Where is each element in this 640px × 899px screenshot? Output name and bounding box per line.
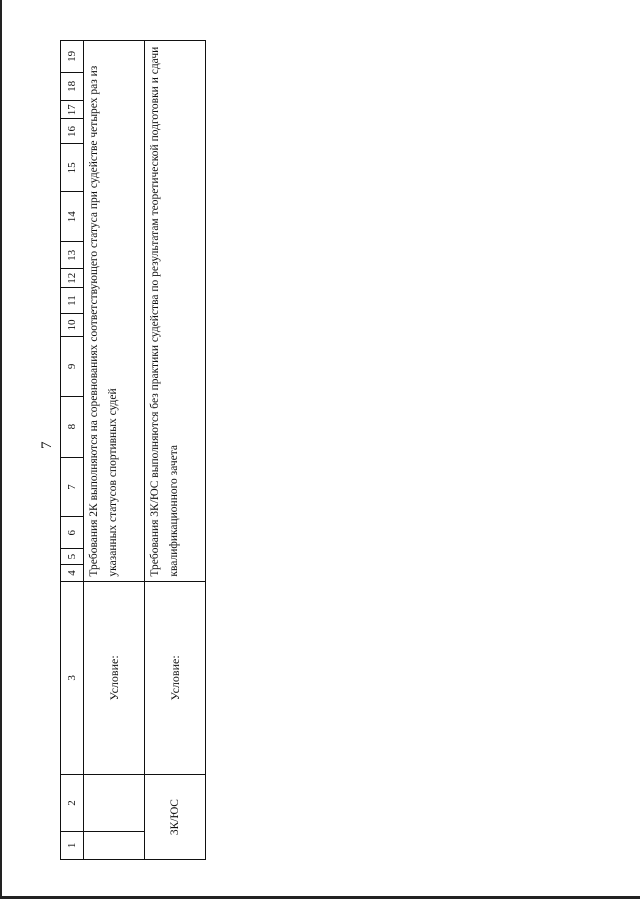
header-cell: 12 bbox=[61, 269, 84, 287]
header-cell: 18 bbox=[61, 72, 84, 100]
condition-label: Условие: bbox=[84, 581, 145, 775]
header-cell: 6 bbox=[61, 517, 84, 549]
scan-edge-left bbox=[0, 0, 2, 899]
header-cell: 1 bbox=[61, 831, 84, 859]
table-row bbox=[145, 41, 206, 860]
header-cell: 14 bbox=[61, 192, 84, 242]
header-cell: 11 bbox=[61, 287, 84, 313]
header-cell: 5 bbox=[61, 548, 84, 564]
page-number: 7 bbox=[39, 441, 55, 449]
requirement-text: Требования 3К/ЮС выполняются без практики судейства по результатам теоретической подготовки и сдачи квалификационного зачета bbox=[145, 41, 206, 582]
header-cell: 3 bbox=[61, 581, 84, 775]
header-cell: 19 bbox=[61, 41, 84, 73]
header-cell: 7 bbox=[61, 457, 84, 517]
table-row bbox=[84, 41, 145, 860]
header-cell: 15 bbox=[61, 144, 84, 192]
header-cell: 2 bbox=[61, 775, 84, 832]
header-row bbox=[61, 41, 84, 860]
header-cell: 9 bbox=[61, 336, 84, 396]
code-cell bbox=[84, 831, 145, 859]
header-cell: 17 bbox=[61, 100, 84, 118]
qualification-table bbox=[60, 40, 200, 860]
header-cell: 10 bbox=[61, 314, 84, 337]
header-cell: 4 bbox=[61, 565, 84, 581]
condition-label: Условие: bbox=[145, 581, 206, 775]
empty-cell bbox=[84, 775, 145, 832]
header-cell: 8 bbox=[61, 396, 84, 457]
header-cell: 16 bbox=[61, 119, 84, 144]
code-cell: 3К/ЮС bbox=[145, 775, 206, 860]
header-cell: 13 bbox=[61, 242, 84, 269]
requirement-text: Требования 2К выполняются на соревнованиях соответствующего статуса при судействе четырех раз из указанных статусов спортивных судей bbox=[84, 41, 145, 582]
